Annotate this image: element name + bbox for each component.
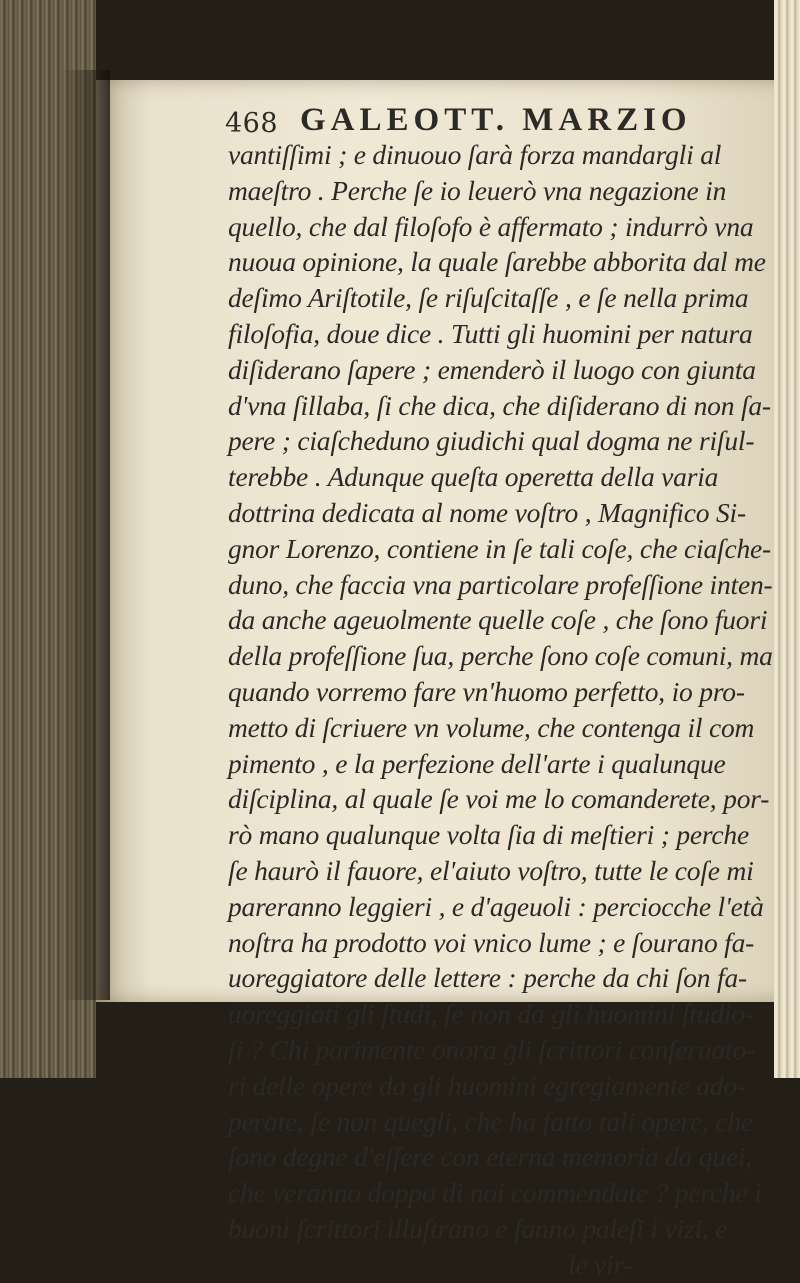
text-line: rò mano qualunque volta ſia di meſtieri ; perche	[228, 819, 749, 851]
text-line: ri delle opere da gli huomini egregiamente ado-	[228, 1069, 746, 1101]
text-line: ſi ? Chi parimente onora gli ſcrittori conſeruato-	[228, 1033, 755, 1065]
text-line: uoreggiatore delle lettere : perche da chi ſon fa-	[228, 962, 747, 994]
body-text	[228, 137, 773, 1283]
text-line: ſono degne d'eſſere con eterna memoria da quei,	[228, 1141, 752, 1173]
text-line: gnor Lorenzo, contiene in ſe tali coſe, che ciaſche-	[228, 532, 772, 564]
page-number: 468	[225, 108, 279, 139]
text-line: deſimo Ariſtotile, ſe riſuſcitaſſe , e ſe nella prima	[228, 282, 749, 314]
text-line: quando vorremo fare vn'huomo perfetto, io pro-	[228, 675, 745, 707]
page-edges	[774, 0, 800, 1078]
text-line: diſiderano ſapere ; emenderò il luogo con giunta	[228, 353, 756, 385]
text-line: buoni ſcrittori illuſtrano e fanno paleſi i vizi, e	[228, 1212, 728, 1244]
text-line: quello, che dal filoſofo è affermato ; indurrò vna	[228, 210, 754, 242]
text-line: da anche ageuolmente quelle coſe , che ſono fuori	[228, 604, 768, 636]
text-line: maeſtro . Perche ſe io leuerò vna negazione in	[228, 174, 727, 206]
text-line: pere ; ciaſcheduno giudichi qual dogma ne riſul-	[228, 425, 755, 457]
gutter-shadow	[60, 70, 110, 1000]
text-line: che veranno doppo di noi commendate ? perche i	[228, 1177, 762, 1209]
running-head: GALEOTT. MARZIO	[300, 102, 692, 138]
text-line: perate, ſe non quegli, che ha fatto tali opere, che	[228, 1105, 753, 1137]
text-line: filoſofia, doue dice . Tutti gli huomini per natura	[228, 317, 753, 349]
text-line: ſe haurò il fauore, el'aiuto voſtro, tutte le coſe mi	[228, 854, 754, 886]
text-line: nuoua opinione, la quale ſarebbe abborita dal me	[228, 246, 766, 278]
text-line: uoreggiati gli ſtudi, ſe non da gli huomini ſtudio-	[228, 998, 754, 1030]
text-line: terebbe . Adunque queſta operetta della varia	[228, 461, 719, 493]
text-line: duno, che faccia vna particolare profeſſione inten-	[228, 568, 773, 600]
text-line: metto di ſcriuere vn volume, che contenga il com	[228, 711, 755, 743]
text-line: d'vna ſillaba, ſi che dica, che diſiderano di non ſa-	[228, 389, 771, 421]
catchword: le vir-	[568, 1248, 633, 1280]
text-line: della profeſſione ſua, perche ſono coſe comuni, ma	[228, 640, 773, 672]
text-line: dottrina dedicata al nome voſtro , Magnifico Si-	[228, 496, 746, 528]
text-line: noſtra ha prodotto voi vnico lume ; e ſourano fa-	[228, 926, 755, 958]
text-line: vantiſſimi ; e dinuouo ſarà forza mandargli al	[228, 139, 722, 170]
text-line: pareranno leggieri , e d'ageuoli : perciocche l'età	[228, 890, 764, 922]
text-line: diſciplina, al quale ſe voi me lo comanderete, por-	[228, 783, 770, 815]
text-line: pimento , e la perfezione dell'arte i qualunque	[228, 747, 726, 779]
